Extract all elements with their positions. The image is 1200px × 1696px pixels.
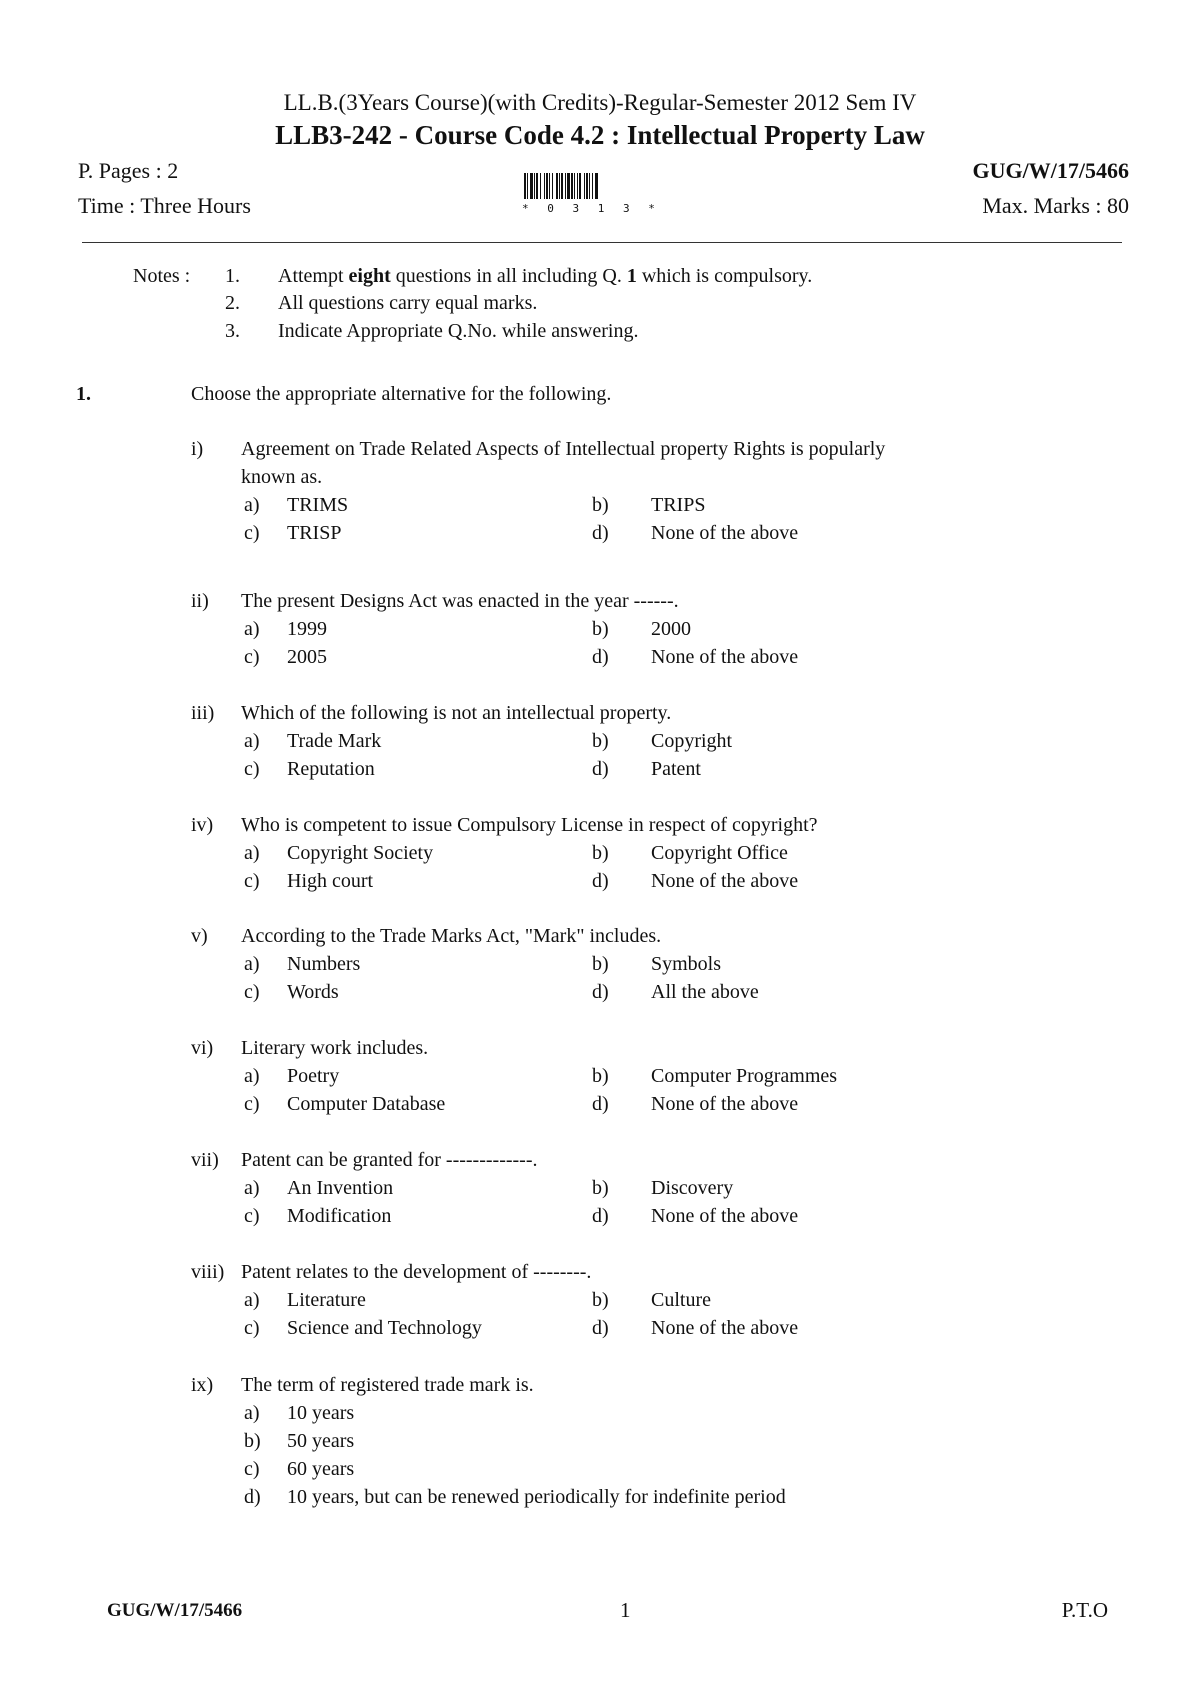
option-label: a)	[244, 494, 260, 516]
option-text: 10 years, but can be renewed periodically for indefinite period	[287, 1486, 786, 1508]
option-text: None of the above	[651, 870, 799, 892]
option-label: a)	[244, 730, 260, 752]
option-label: a)	[244, 1065, 260, 1087]
option-label: a)	[244, 618, 260, 640]
option-label: d)	[592, 870, 609, 892]
barcode-bar	[567, 173, 570, 199]
barcode-bar	[584, 173, 585, 199]
subquestion-text: Patent can be granted for -------------.	[241, 1149, 538, 1171]
subquestion-number: ix)	[191, 1374, 214, 1396]
course-line: LL.B.(3Years Course)(with Credits)-Regular-Semester 2012 Sem IV	[283, 90, 917, 115]
option-label: a)	[244, 842, 260, 864]
note-2: All questions carry equal marks.	[278, 292, 538, 314]
footer-paper-code: GUG/W/17/5466	[107, 1600, 243, 1621]
paper-code: GUG/W/17/5466	[972, 158, 1129, 183]
option-text: TRISP	[287, 522, 342, 544]
barcode-bar	[556, 173, 558, 199]
option-text: Culture	[651, 1289, 711, 1311]
option-label: b)	[592, 842, 609, 864]
subquestion-number: iv)	[191, 814, 214, 836]
subquestion-text: According to the Trade Marks Act, "Mark" includes.	[241, 925, 662, 947]
option-label: c)	[244, 1317, 260, 1339]
option-label: c)	[244, 646, 260, 668]
option-text: None of the above	[651, 1205, 799, 1227]
option-text: An Invention	[287, 1177, 394, 1199]
note-1: Attempt eight questions in all including Q. 1 which is compulsory.	[278, 265, 813, 287]
option-text: Patent	[651, 758, 701, 780]
subquestion-text: The present Designs Act was enacted in the year ------.	[241, 590, 679, 612]
barcode-bar	[571, 173, 573, 199]
header-divider	[82, 242, 1122, 243]
option-label: a)	[244, 1289, 260, 1311]
option-text: Symbols	[651, 953, 722, 975]
barcode-bar	[565, 173, 566, 199]
subquestion-number: ii)	[191, 590, 209, 612]
barcode-bar	[595, 173, 598, 199]
option-label: a)	[244, 1402, 260, 1424]
option-label: b)	[592, 1065, 609, 1087]
barcode-bar	[527, 173, 528, 199]
option-text: Poetry	[287, 1065, 340, 1087]
barcode-bar	[577, 173, 578, 199]
option-label: d)	[592, 758, 609, 780]
note-number: 3.	[225, 320, 240, 342]
option-label: d)	[592, 1093, 609, 1115]
question-text: Choose the appropriate alternative for the following.	[191, 383, 612, 405]
paper-title: LLB3-242 - Course Code 4.2 : Intellectual Property Law	[275, 120, 925, 150]
option-label: b)	[592, 494, 609, 516]
option-text: None of the above	[651, 1093, 799, 1115]
question-number: 1.	[76, 383, 91, 405]
barcode-bar	[561, 173, 563, 199]
subquestion-text: Patent relates to the development of --------.	[241, 1261, 592, 1283]
barcode-bar	[540, 173, 541, 199]
subquestion-number: vii)	[191, 1149, 219, 1171]
option-text: Literature	[287, 1289, 366, 1311]
option-text: Reputation	[287, 758, 375, 780]
option-text: High court	[287, 870, 374, 892]
barcode-bar	[530, 173, 533, 199]
option-label: d)	[592, 1317, 609, 1339]
footer-page-number: 1	[620, 1598, 631, 1622]
option-text: 50 years	[287, 1430, 355, 1452]
barcode-bar	[544, 173, 545, 199]
exam-duration: Time : Three Hours	[78, 193, 251, 218]
footer-pto: P.T.O	[1061, 1598, 1108, 1622]
barcode-bar	[534, 173, 535, 199]
subquestion-text-cont: known as.	[241, 466, 323, 488]
option-label: b)	[592, 953, 609, 975]
option-text: Modification	[287, 1205, 392, 1227]
option-label: d)	[244, 1486, 261, 1508]
option-text: Discovery	[651, 1177, 734, 1199]
option-text: 2000	[651, 618, 691, 640]
note-3: Indicate Appropriate Q.No. while answering.	[278, 320, 639, 342]
option-label: c)	[244, 1205, 260, 1227]
option-text: Copyright	[651, 730, 733, 752]
barcode-bar	[559, 173, 560, 199]
option-text: 1999	[287, 618, 327, 640]
option-text: 60 years	[287, 1458, 355, 1480]
option-text: Numbers	[287, 953, 361, 975]
subquestion-text: Agreement on Trade Related Aspects of Intellectual property Rights is popularly	[241, 438, 886, 460]
barcode-bar	[574, 173, 575, 199]
subquestion-text: The term of registered trade mark is.	[241, 1374, 534, 1396]
option-text: 10 years	[287, 1402, 355, 1424]
subquestion-text: Who is competent to issue Compulsory License in respect of copyright?	[241, 814, 818, 836]
option-label: c)	[244, 1458, 260, 1480]
option-text: None of the above	[651, 1317, 799, 1339]
option-label: b)	[592, 730, 609, 752]
option-text: 2005	[287, 646, 327, 668]
option-text: Copyright Society	[287, 842, 434, 864]
option-text: Trade Mark	[287, 730, 382, 752]
option-label: a)	[244, 1177, 260, 1199]
notes-label: Notes :	[133, 265, 191, 287]
subquestion-number: i)	[191, 438, 204, 460]
barcode-bar	[589, 173, 590, 199]
option-label: c)	[244, 522, 260, 544]
option-label: b)	[244, 1430, 261, 1452]
option-text: TRIPS	[651, 494, 706, 516]
note-number: 2.	[225, 292, 240, 314]
subquestion-number: vi)	[191, 1037, 214, 1059]
barcode-text: * 0 3 1 3 *	[522, 202, 661, 215]
subquestion-number: viii)	[191, 1261, 225, 1283]
option-label: c)	[244, 870, 260, 892]
barcode-bar	[524, 173, 526, 199]
option-text: None of the above	[651, 646, 799, 668]
barcode-bar	[579, 173, 581, 199]
option-text: None of the above	[651, 522, 799, 544]
option-label: b)	[592, 1289, 609, 1311]
option-text: TRIMS	[287, 494, 349, 516]
barcode-bar	[549, 173, 550, 199]
option-label: a)	[244, 953, 260, 975]
option-label: d)	[592, 522, 609, 544]
option-label: d)	[592, 646, 609, 668]
option-text: Computer Database	[287, 1093, 446, 1115]
max-marks: Max. Marks : 80	[982, 193, 1129, 218]
subquestion-text: Which of the following is not an intellectual property.	[241, 702, 672, 724]
subquestion-number: v)	[191, 925, 208, 947]
option-label: d)	[592, 1205, 609, 1227]
barcode	[522, 173, 661, 215]
barcode-bar	[536, 173, 538, 199]
barcode-bar	[546, 173, 548, 199]
option-text: Computer Programmes	[651, 1065, 838, 1087]
barcode-bar	[552, 173, 553, 199]
page-count: P. Pages : 2	[78, 158, 179, 183]
barcode-bar	[586, 173, 588, 199]
barcode-bar	[592, 173, 593, 199]
option-label: d)	[592, 981, 609, 1003]
subquestion-number: iii)	[191, 702, 215, 724]
barcode-bars	[522, 173, 652, 199]
option-text: All the above	[651, 981, 759, 1003]
option-label: c)	[244, 981, 260, 1003]
option-text: Words	[287, 981, 339, 1003]
option-label: c)	[244, 758, 260, 780]
option-text: Copyright Office	[651, 842, 788, 864]
option-label: b)	[592, 618, 609, 640]
subquestion-text: Literary work includes.	[241, 1037, 429, 1059]
note-number: 1.	[225, 265, 240, 287]
option-label: b)	[592, 1177, 609, 1199]
option-label: c)	[244, 1093, 260, 1115]
option-text: Science and Technology	[287, 1317, 482, 1339]
